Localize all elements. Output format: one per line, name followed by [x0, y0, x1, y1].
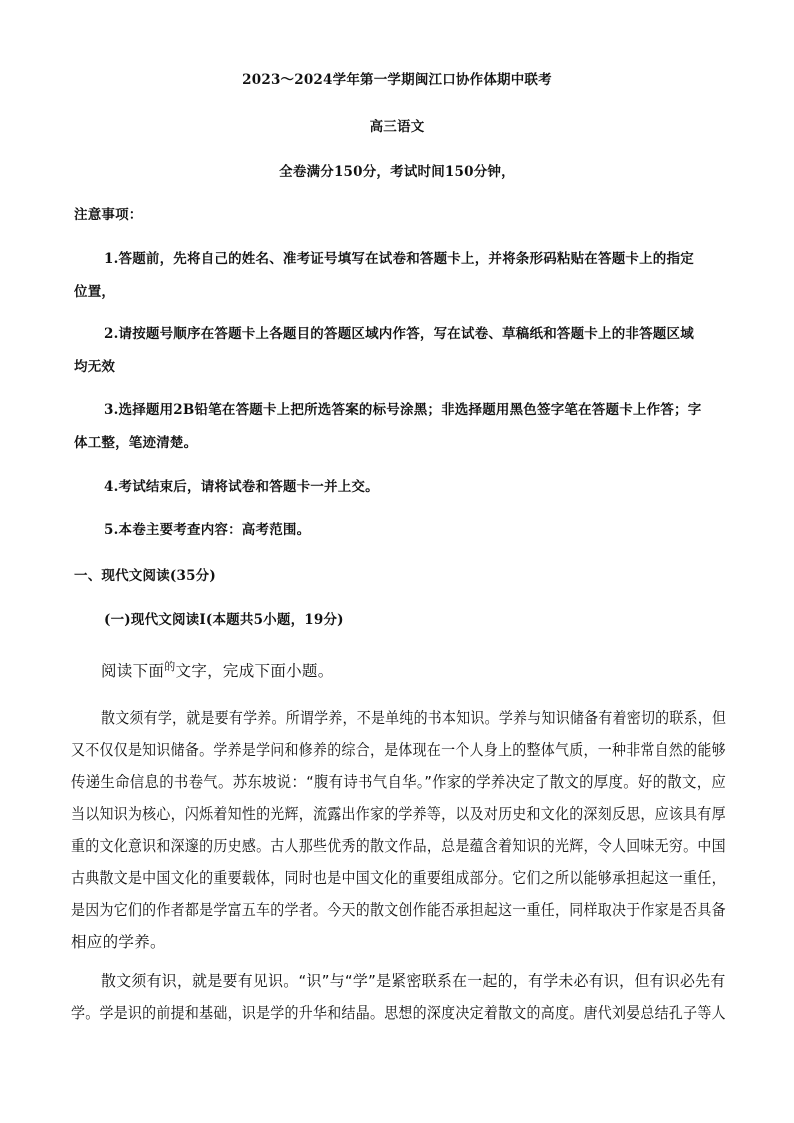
passage-p1-line-7: 是因为它们的作者都是学富五车的学者。今天的散文创作能否承担起这一重任，同样取决于作家是否具备	[71, 901, 726, 919]
exam-title: 2023～2024学年第一学期闽江口协作体期中联考	[242, 72, 552, 88]
subject-title: 高三语文	[369, 119, 425, 135]
instruction-text-b: 文字，完成下面小题。	[175, 662, 334, 680]
section-heading: 一、现代文阅读(35分)	[74, 568, 216, 584]
instruction-superscript: 的	[164, 660, 176, 673]
note-item-5: 5.本卷主要考查内容：高考范围。	[104, 522, 311, 538]
score-time-info: 全卷满分150分，考试时间150分钟，	[279, 164, 515, 180]
notes-heading: 注意事项：	[74, 207, 143, 223]
passage-p1-line-1: 散文须有学，就是要有学养。所谓学养，不是单纯的书本知识。学养与知识储备有着密切的联系，但	[101, 709, 727, 727]
note-item-2-line-2: 均无效	[74, 359, 116, 375]
passage-p1-line-6: 古典散文是中国文化的重要载体，同时也是中国文化的重要组成部分。它们之所以能够承担起这一重任，	[71, 869, 726, 887]
note-item-1-line-2: 位置，	[74, 284, 116, 300]
passage-p2-line-1: 散文须有识，就是要有见识。“识”与“学”是紧密联系在一起的，有学未必有识，但有识必先有	[101, 972, 726, 990]
passage-p1-line-4: 当以知识为核心，闪烁着知性的光辉，流露出作家的学养等，以及对历史和文化的深刻反思，应该具有厚	[71, 805, 726, 823]
note-item-1-line-1: 1.答题前，先将自己的姓名、准考证号填写在试卷和答题卡上，并将条形码粘贴在答题卡上的指定	[104, 251, 694, 267]
reading-instruction	[101, 659, 334, 681]
passage-p1-line-5: 重的文化意识和深邃的历史感。古人那些优秀的散文作品，总是蕴含着知识的光辉，令人回味无穷。中国	[71, 837, 726, 855]
passage-p1-line-3: 传递生命信息的书卷气。苏东坡说：“腹有诗书气自华。”作家的学养决定了散文的厚度。好的散文，应	[71, 773, 727, 791]
note-item-3-line-1: 3.选择题用2B铅笔在答题卡上把所选答案的标号涂黑；非选择题用黑色签字笔在答题卡上作答；字	[104, 402, 702, 418]
note-item-4: 4.考试结束后，请将试卷和答题卡一并上交。	[104, 479, 379, 495]
note-item-2-line-1: 2.请按题号顺序在答题卡上各题目的答题区域内作答，写在试卷、草稿纸和答题卡上的非答题区域	[104, 326, 694, 342]
instruction-text-a: 阅读下面	[101, 662, 165, 680]
subsection-heading: (一)现代文阅读Ⅰ(本题共5小题，19分)	[104, 612, 344, 628]
passage-p2-line-2: 学。学是识的前提和基础，识是学的升华和结晶。思想的深度决定着散文的高度。唐代刘晏总结孔子等人	[71, 1004, 726, 1022]
note-item-3-line-2: 体工整，笔迹清楚。	[74, 435, 198, 451]
passage-p1-line-8: 相应的学养。	[71, 933, 166, 951]
passage-p1-line-2: 又不仅仅是知识储备。学养是学问和修养的综合，是体现在一个人身上的整体气质，一种非常自然的能够	[71, 741, 726, 759]
